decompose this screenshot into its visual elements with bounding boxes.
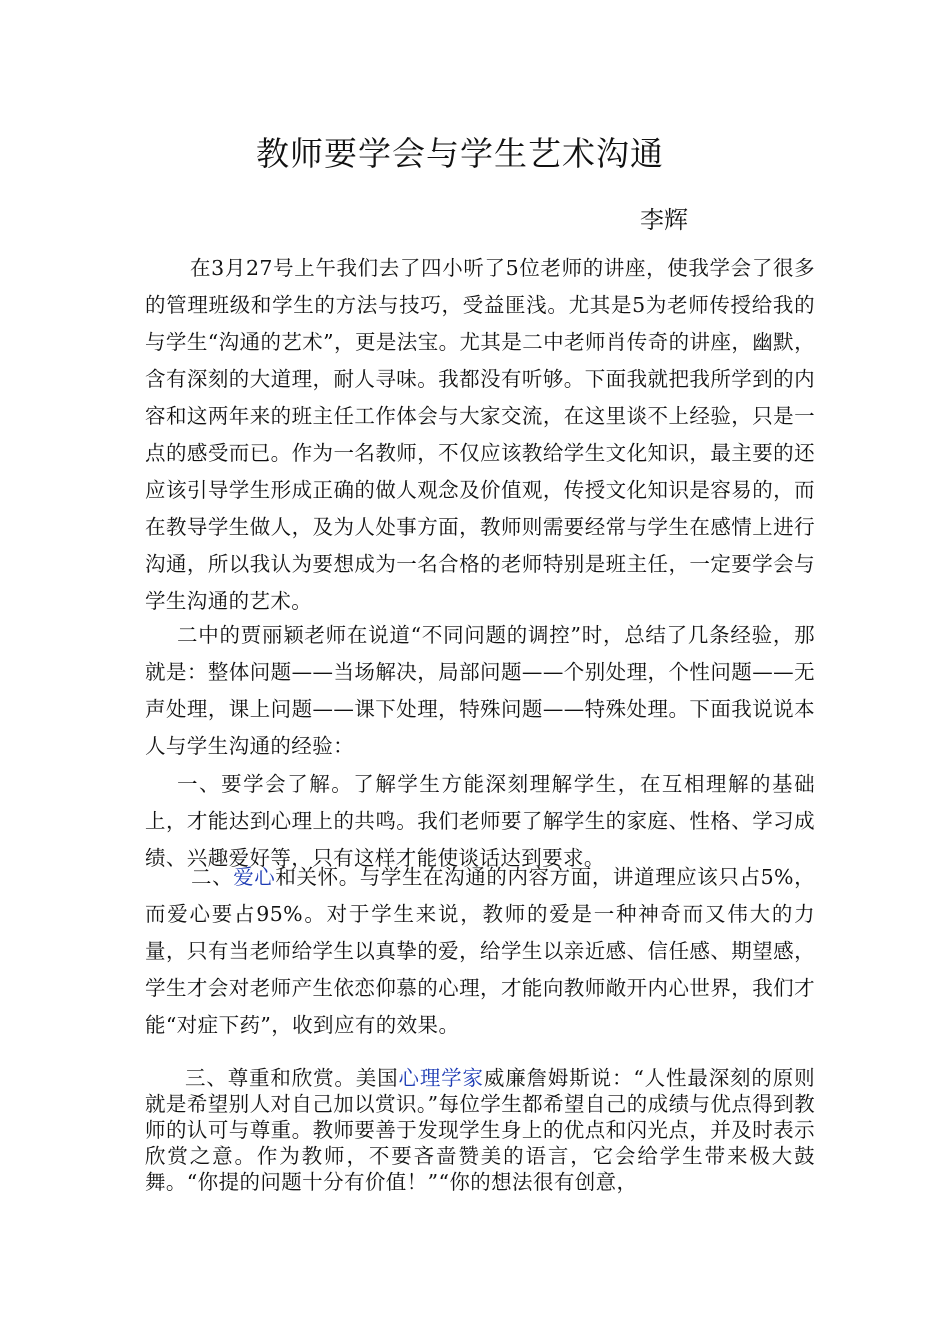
paragraph-point-three <box>145 1065 815 1195</box>
document-title: 教师要学会与学生艺术沟通 <box>256 134 664 173</box>
paragraph-point-two <box>145 859 815 1044</box>
paragraph-intro: 在3月27号上午我们去了四小听了5位老师的讲座，使我学会了很多的管理班级和学生的方法与技巧，受益匪浅。尤其是5为老师传授给我的与学生“沟通的艺术”，更是法宝。尤其是二中老师肖传奇的讲座，幽默，含有深刻的大道理，耐人寻味。我都没有听够。下面我就把我所学到的内容和这两年来的班主任工作体会与大家交流，在这里谈不上经验，只是一点的感受而已。作为一名教师，不仅应该教给学生文化知识，最主要的还应该引导学生形成正确的做人观念及价值观，传授文化知识是容易的，而在教导学生做人，及为人处事方面，教师则需要经常与学生在感情上进行沟通，所以我认为要想成为一名合格的老师特别是班主任，一定要学会与学生沟通的艺术。 <box>145 256 815 613</box>
psychologist-link[interactable]: 心理学家 <box>398 1066 484 1090</box>
love-link[interactable]: 爱心 <box>233 865 276 889</box>
author-name: 李辉 <box>640 206 688 234</box>
paragraph-experience: 二中的贾丽颖老师在说道“不同问题的调控”时，总结了几条经验，那就是：整体问题——当场解决，局部问题——个别处理，个性问题——无声处理，课上问题——课下处理，特殊问题——特殊处理。下面我说说本人与学生沟通的经验： <box>145 623 815 758</box>
paragraph-point-one: 一、要学会了解。了解学生方能深刻理解学生，在互相理解的基础上，才能达到心理上的共鸣。我们老师要了解学生的家庭、性格、学习成绩、兴趣爱好等，只有这样才能使谈话达到要求。 <box>145 772 815 870</box>
point-two-number: 二、 <box>191 865 234 889</box>
point-three-text: 威廉詹姆斯说：“人性最深刻的原则就是希望别人对自己加以赏识。”每位学生都希望自己的成绩与优点得到教师的认可与尊重。教师要善于发现学生身上的优点和闪光点，并及时表示欣赏之意。作为教师，不要吝啬赞美的语言，它会给学生带来极大鼓舞。“你提的问题十分有价值！”“你的想法很有创意， <box>145 1066 815 1194</box>
point-three-lead: 三、尊重和欣赏。美国 <box>185 1066 399 1090</box>
point-two-text: 和关怀。与学生在沟通的内容方面，讲道理应该只占5%，而爱心要占95%。对于学生来说，教师的爱是一种神奇而又伟大的力量，只有当老师给学生以真挚的爱，给学生以亲近感、信任感、期望感，学生才会对老师产生依恋仰慕的心理，才能向教师敞开内心世界，我们才能“对症下药”，收到应有的效果。 <box>145 865 816 1037</box>
